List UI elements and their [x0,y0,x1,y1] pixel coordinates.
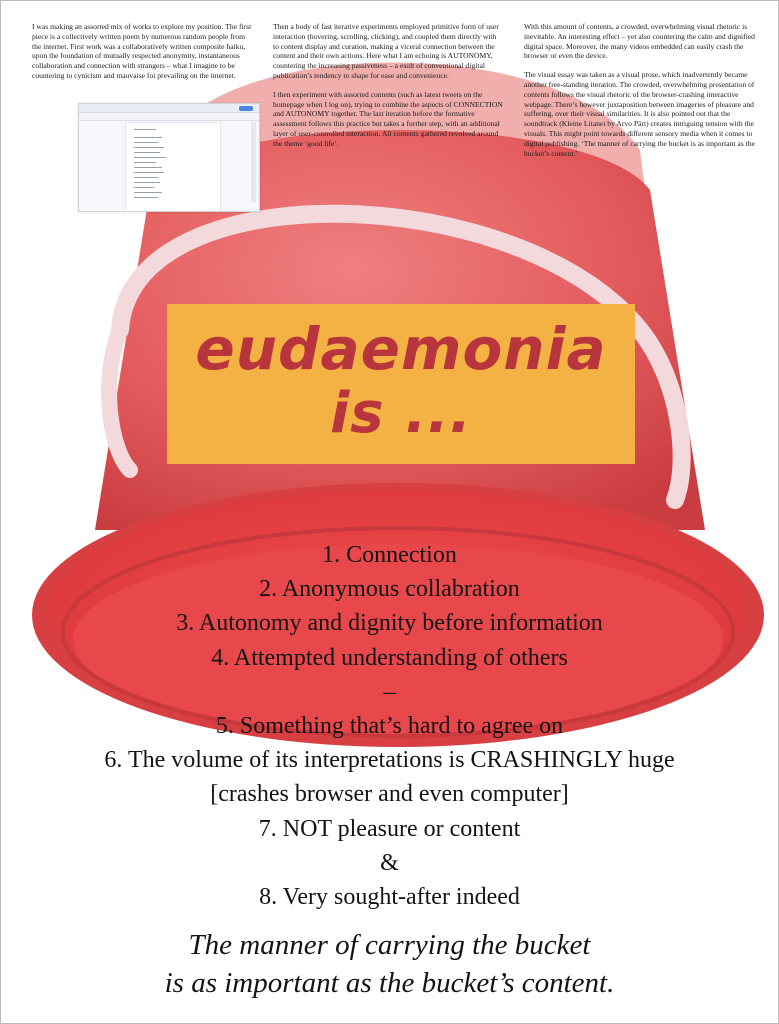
eudaemonia-list [0,538,779,914]
list-separator: & [380,849,399,876]
banner-title: eudaemonia [195,315,607,383]
document-page [125,122,221,212]
list-item: 3. Autonomy and dignity before information [176,610,603,637]
text-column-1 [32,22,254,90]
document-screenshot-thumbnail [78,103,260,212]
share-button-icon [239,106,253,111]
list-item-note: [crashes browser and even computer] [210,781,569,808]
column-paragraph: I was making an assorted mix of works to explore my position. The first piece is a collectively written poem by numerous random people from the internet. First work was a collaboratively written composite haiku, upon the foundation of mutually respected anonymity, instantaneous collaboration and connection with strangers – what I imagine to be countering to cynicism and mauvaise foi prevailing on the internet. [32,22,252,80]
text-column-2 [273,22,503,158]
list-item: 6. The volume of its interpretations is CRASHINGLY huge [104,747,675,774]
list-item: 4. Attempted understanding of others [211,644,568,671]
column-paragraph: Then a body of fast iterative experiments employed primitive form of user interaction (hovering, scrolling, clicking), and coupled them directly with to content display and curation, making a viceral connection between the content and their own actions. Here what I am echoing is AUTONOMY, countering the increasing passiveness – a esult of conventional digital publication’s tendency to shape for ease and convenience. [273,22,499,80]
text-column-3 [524,22,757,167]
quote-line: is as important as the bucket’s content. [164,967,615,999]
list-item: 7. NOT pleasure or content [258,815,521,842]
list-separator: – [383,678,396,705]
banner-subtitle: is ... [330,381,472,446]
title-banner [167,304,635,464]
list-item: 2. Anonymous collabration [259,576,520,603]
column-paragraph: With this amount of contents, a crowded, overwhelming visual rhetoric is inevitable. An interesting effect – yet also countering the calm and dignified digital space. Moreover, the many videos embedded can easily crash the browser or even the device. [524,22,755,61]
column-paragraph: I then experiment with assorted contents (such as latest tweets on the homepage when I log on), trying to combine the aspects of CONNECTION and AUTONOMY together. The last iteration before the formative assessment follows this practice but takes a further step, with an additional layer of user-controlled interaction. All contents gathered revolved around the theme ‘good life’. [273,89,503,148]
list-item: 1. Connection [322,542,457,568]
list-item: 8. Very sought-after indeed [259,884,520,911]
quote-line: The manner of carrying the bucket [188,929,591,961]
column-paragraph: The visual essay was taken as a visual prose, which inadvertently became another free-standing iteration. The crowded, overwhelming presentation of contents follows the visual rhetoric of the browser-crashing interactive webpage. There’s however juxtaposition between imageries of pleasure and suffering, over their visual similarities. It is also pointed out that the soundtrack (Kleine Litanei by Arvo Pärt) creates intriguing tension with the visuals. This might point towards different sensory media when it comes to digital publishing. ‘The manner of carrying the bucket is as important as the bucket’s content.’ [524,70,755,158]
list-item: 5. Something that’s hard to agree on [215,713,564,740]
closing-quote [0,926,779,1002]
